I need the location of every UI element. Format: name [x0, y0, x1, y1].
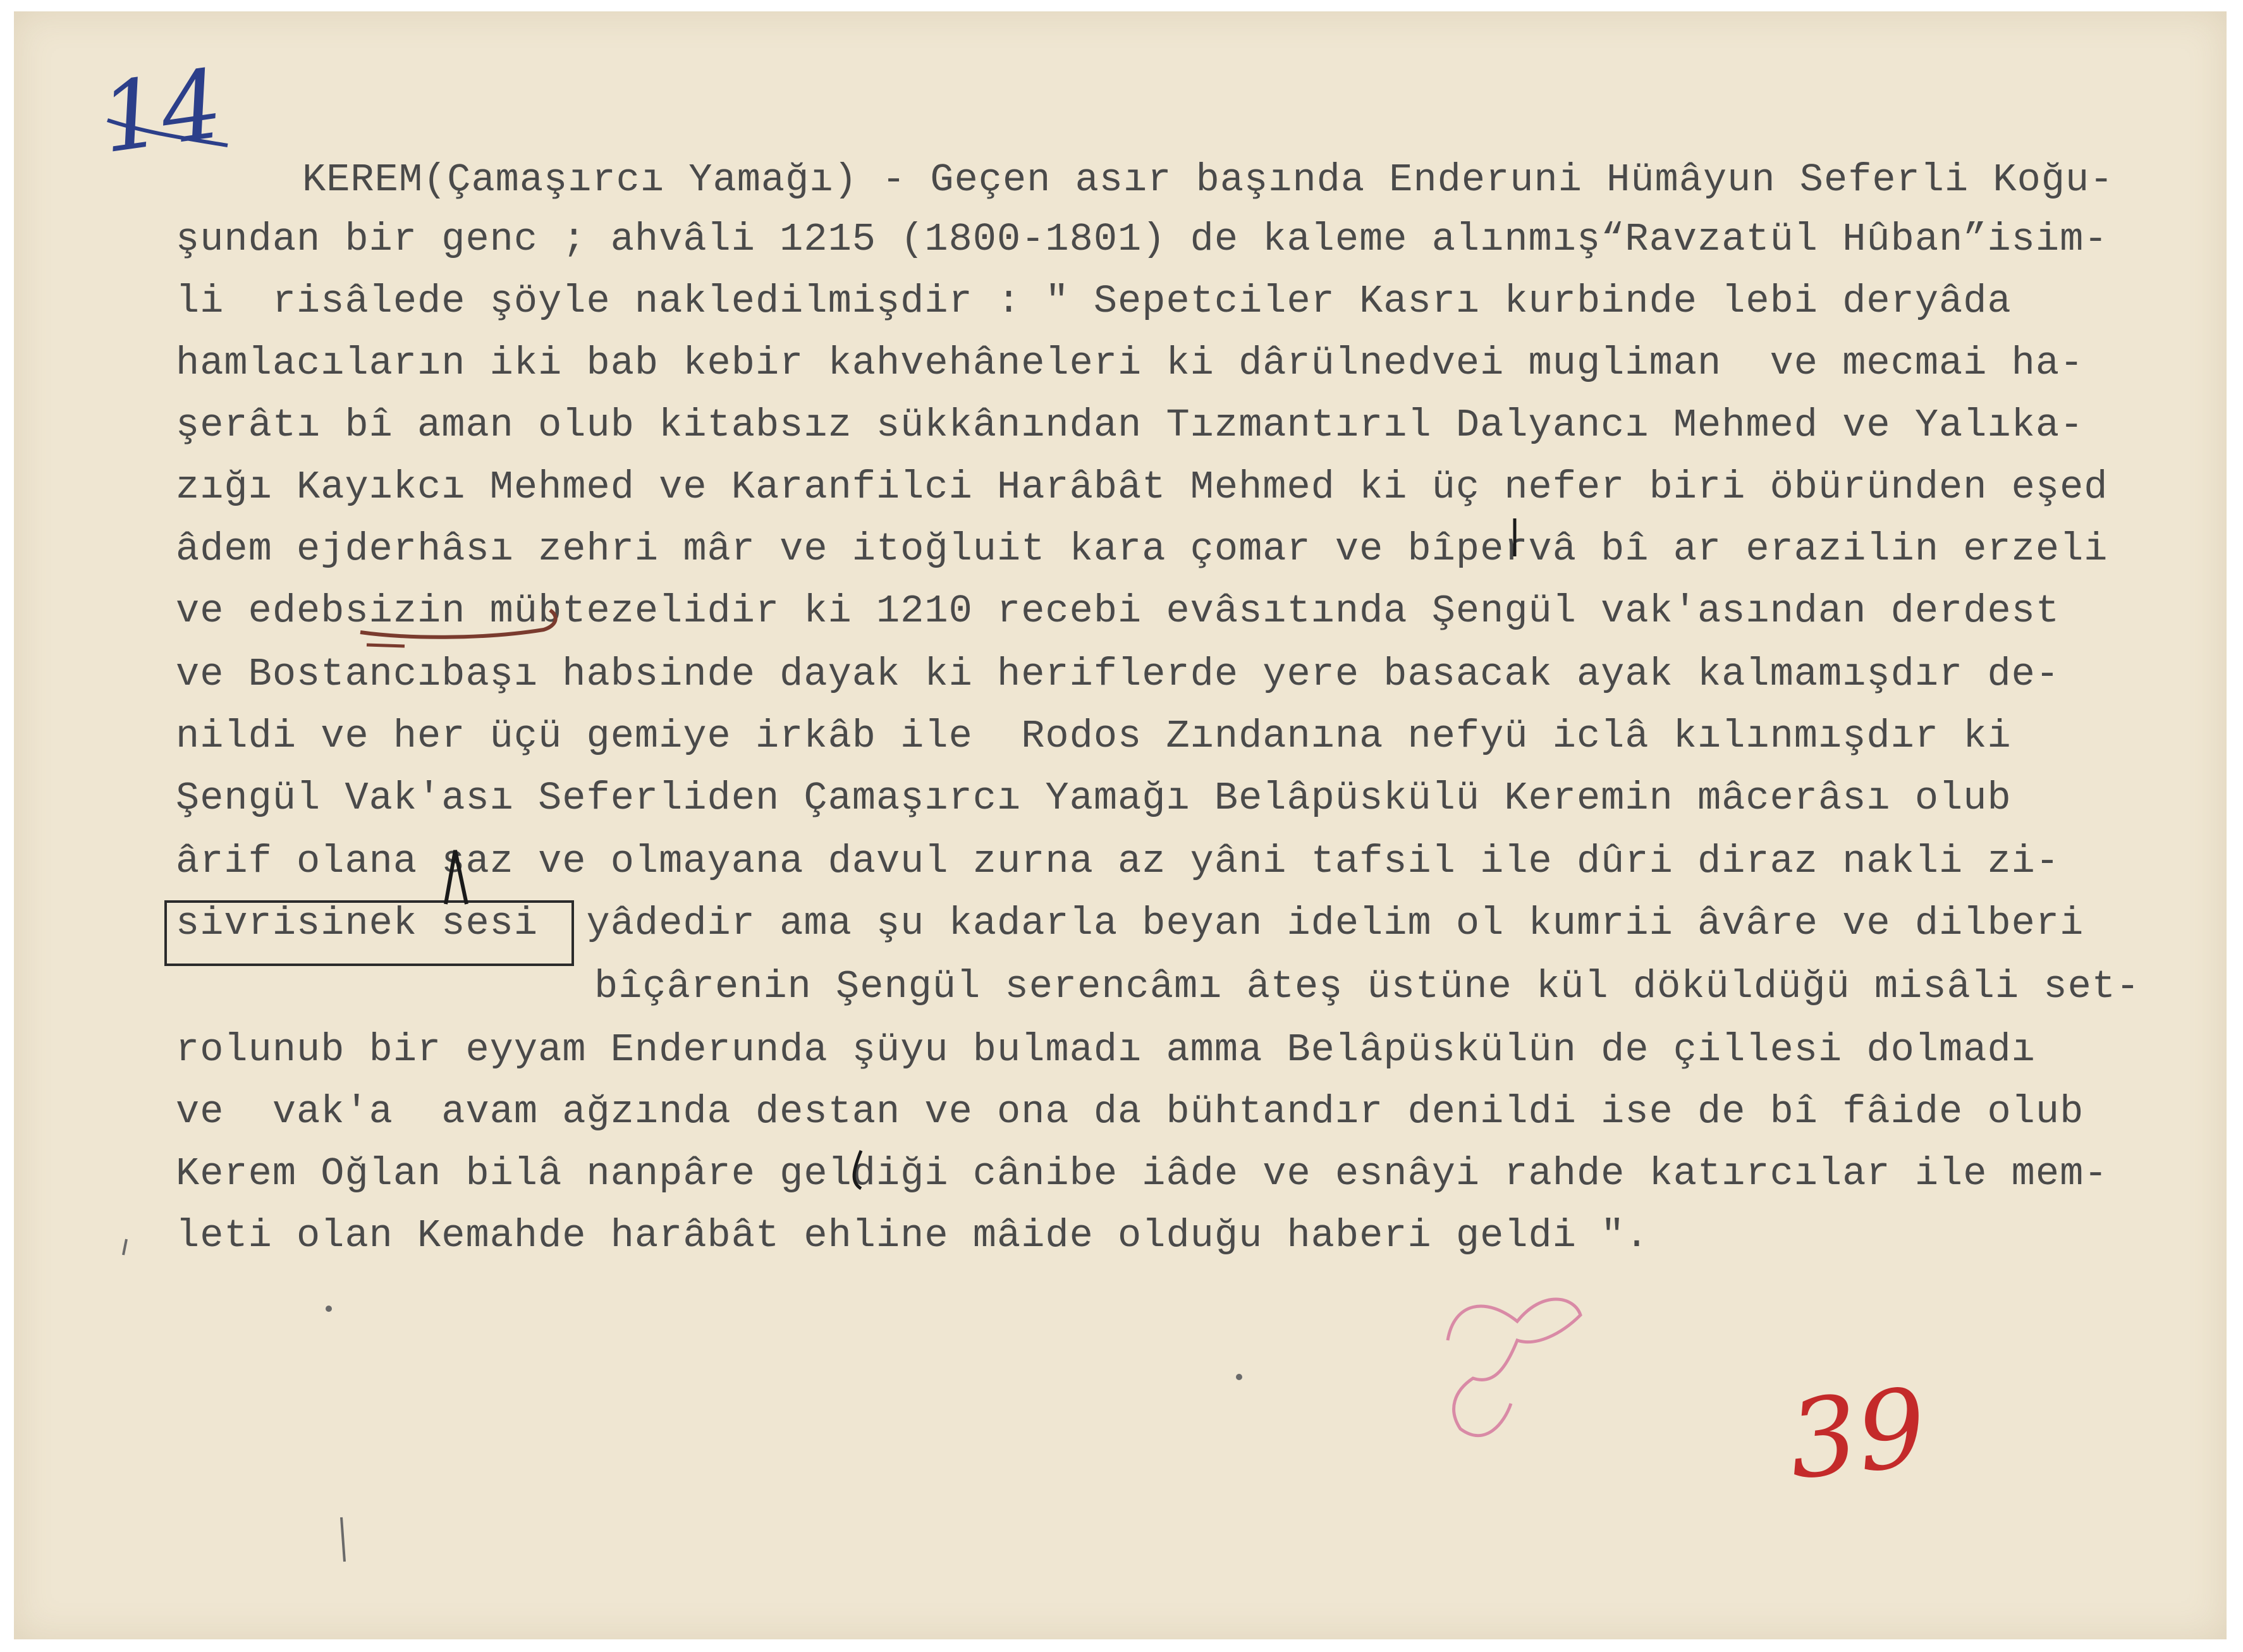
text-line: zığı Kayıkcı Mehmed ve Karanfilci Harâbât Mehmed ki üç nefer biri öbüründen eşed	[176, 465, 2108, 510]
text-line: sivrisinek sesi yâdedir ama şu kadarla beyan idelim ol kumrii âvâre ve dilberi	[176, 901, 2084, 946]
highlight-box	[164, 900, 574, 966]
text-line: Şengül Vak'ası Seferliden Çamaşırcı Yamağı Belâpüskülü Keremin mâcerâsı olub	[176, 776, 2012, 821]
text-line: âdem ejderhâsı zehri mâr ve itoğluit kara çomar ve bîpervâ bî ar erazilin erzeli	[176, 527, 2108, 572]
text-line: ve Bostancıbaşı habsinde dayak ki heriflerde yere basacak ayak kalmamışdır de-	[176, 652, 2060, 697]
folio-number: 14	[94, 49, 229, 175]
text-line: hamlacıların iki bab kebir kahvehâneleri ki dârülnedvei mugliman ve mecmai ha-	[176, 341, 2084, 386]
page-number: 39	[1783, 1365, 1933, 1504]
text-line: şerâtı bî aman olub kitabsız sükkânından Tızmantırıl Dalyancı Mehmed ve Yalıka-	[176, 403, 2084, 448]
text-line: rolunub bir eyyam Enderunda şüyu bulmadı amma Belâpüskülün de çillesi dolmadı	[176, 1027, 2036, 1072]
text-line: ârif olana saz ve olmayana davul zurna az yâni tafsil ile dûri diraz nakli zi-	[176, 839, 2060, 884]
text-line: li risâlede şöyle nakledilmişdir : " Sepetciler Kasrı kurbinde lebi deryâda	[176, 279, 2012, 324]
text-line: nildi ve her üçü gemiye irkâb ile Rodos Zındanına nefyü iclâ kılınmışdır ki	[176, 714, 2012, 759]
text-line: ve vak'a avam ağzında destan ve ona da bühtandır denildi ise de bî fâide olub	[176, 1089, 2084, 1134]
text-line: bîçârenin Şengül serencâmı âteş üstüne kül döküldüğü misâli set-	[594, 964, 2141, 1009]
text-line: leti olan Kemahde harâbât ehline mâide olduğu haberi geldi ".	[176, 1213, 1649, 1258]
text-line: ve edebsizin mübtezelidir ki 1210 recebi evâsıtında Şengül vak'asından derdest	[176, 589, 2060, 633]
text-line: Kerem Oğlan bilâ nanpâre geldiği cânibe iâde ve esnâyi rahde katırcılar ile mem-	[176, 1151, 2108, 1196]
text-line: şundan bir genc ; ahvâli 1215 (1800-1801) de kaleme alınmış“Ravzatül Hûban”isim-	[176, 217, 2108, 262]
text-line: KEREM(Çamaşırcı Yamağı) - Geçen asır başında Enderuni Hümâyun Seferli Koğu-	[302, 157, 2114, 202]
